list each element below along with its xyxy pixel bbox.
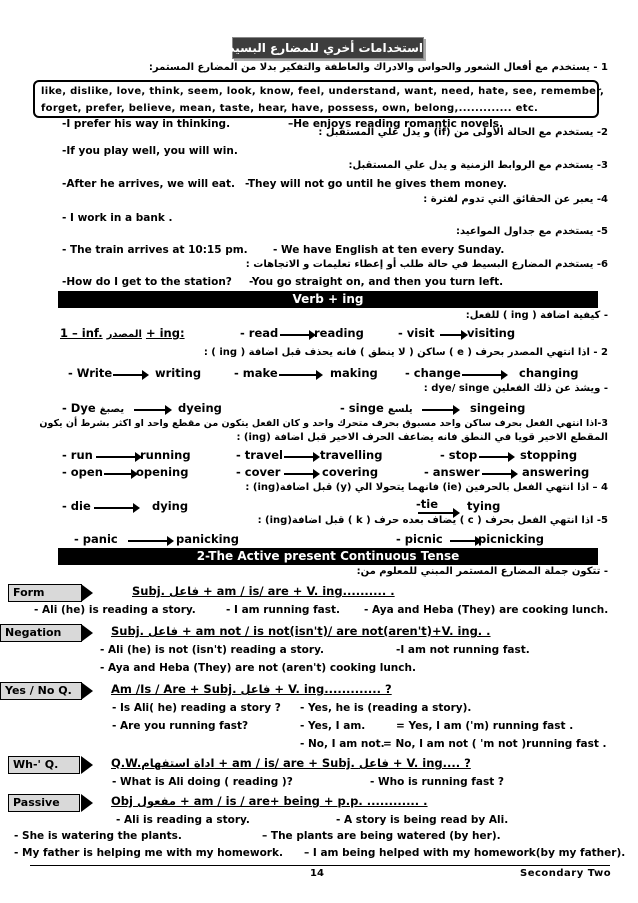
yes-no-answer-3: - No, I am not. <box>300 738 385 750</box>
pc-heading: - تتكون جملة المضارع المستمر المبني للمعلوم من: <box>356 566 608 577</box>
word-read: - read <box>240 326 279 340</box>
section-bar-verb-ing: Verb + ing <box>58 291 598 308</box>
s6-example-1: -How do I get to the station? <box>62 276 232 288</box>
negation-structure: Subj. فاعل + am not / is not(isn't)/ are not(aren't)+V. ing. . <box>111 624 491 638</box>
word-dye-ar: يصبغ <box>99 404 125 415</box>
form-structure: Subj. فاعل + am / is/ are + V. ing.......... . <box>132 584 395 598</box>
arrow <box>134 409 166 411</box>
passive-example-3: - She is watering the plants. <box>14 830 182 842</box>
arrow <box>418 512 454 514</box>
word-die: - die <box>62 499 91 513</box>
s5-heading: 5- يستخدم مع جداول المواعيد: <box>456 226 608 237</box>
wh-question-structure: Q.W.اداة استفهام + am / is/ are + Subj. فاعل + V. ing.... ? <box>111 756 471 770</box>
negation-example-2: -I am not running fast. <box>396 644 530 656</box>
verb-list-line2: forget, prefer, believe, mean, taste, hear, have, possess, own, belong,............. etc. <box>41 103 539 114</box>
word-travel: - travel <box>236 448 283 462</box>
rule5: 5- اذا انتهي الفعل بحرف ( c ) يضاف بعده حرف ( k ) قبل اضافة(ing) : <box>257 515 608 526</box>
word-run: - run <box>62 448 93 462</box>
label-arrow <box>81 756 93 774</box>
word-tie: -tie <box>416 497 439 511</box>
yes-no-answer-2b: = Yes, I am ('m) running fast . <box>396 720 574 732</box>
word-panicking: panicking <box>176 532 239 546</box>
word-dyeing: dyeing <box>178 401 222 415</box>
yes-no-answer-2: - Yes, I am. <box>300 720 366 732</box>
rule1-right: + ing: <box>145 326 185 340</box>
word-covering: covering <box>322 465 379 479</box>
s6-heading: 6- يستخدم المضارع البسيط في حالة طلب أو إعطاء تعليمات و الاتجاهات : <box>245 259 608 270</box>
word-singe-group <box>340 401 413 415</box>
arrow <box>96 456 136 458</box>
word-writing: writing <box>155 366 202 380</box>
passive-structure: Obj مفعول + am / is / are+ being + p.p. ............ . <box>111 794 428 808</box>
word-singe-ar: يلسع <box>387 404 413 415</box>
footer-rule <box>30 865 610 866</box>
word-dying: dying <box>152 499 189 513</box>
s2-heading: 2- يستخدم مع الحالة الأولى من (if) و يدل علي المستقبل : <box>318 127 608 138</box>
word-opening: opening <box>136 465 189 479</box>
passive-example-2: - A story is being read by Ali. <box>336 814 509 826</box>
form-example-3: - Aya and Heba (They) are cooking lunch. <box>364 604 609 616</box>
negation-example-1: - Ali (he) is not (isn't) reading a story. <box>100 644 324 656</box>
arrow <box>104 473 132 475</box>
form-example-1: - Ali (he) is reading a story. <box>34 604 196 616</box>
arrow <box>440 334 462 336</box>
rule1-ar: المصدر <box>106 329 142 340</box>
yes-no-structure: Am /Is / Are + Subj. فاعل + V. ing............. ? <box>111 682 392 696</box>
wh-question-example-2: - Who is running fast ? <box>370 776 504 788</box>
yes-no-question-1: - Is Ali( he) reading a story ? <box>112 702 281 714</box>
arrow <box>479 456 509 458</box>
arrow <box>113 374 143 376</box>
passive-example-4: – The plants are being watered (by her). <box>262 830 501 842</box>
wh-question-label: Wh-' Q. <box>8 756 80 774</box>
page-number: 14 <box>310 868 324 879</box>
verb-list-box <box>33 80 605 118</box>
arrow <box>128 540 168 542</box>
rule3-line2: المقطع الاخير قويا في النطق فانه يضاعف الحرف الاخير قبل اضافة (ing) : <box>236 432 608 443</box>
word-making: making <box>330 366 378 380</box>
ing-heading: - كيفية اضافة ( ing ) للفعل: <box>465 310 608 321</box>
s6-example-2: -You go straight on, and then you turn left. <box>249 276 504 288</box>
arrow <box>450 540 476 542</box>
s3-example-2: -They will not go until he gives them money. <box>245 178 507 190</box>
s3-example-1: -After he arrives, we will eat. <box>62 178 236 190</box>
word-cover: - cover <box>236 465 281 479</box>
s3-heading: 3- يستخدم مع الروابط الزمنية و يدل علي المستقبل: <box>348 160 608 171</box>
label-arrow <box>81 794 93 812</box>
word-make: - make <box>234 366 278 380</box>
rule1 <box>60 326 185 340</box>
yes-no-question-2: - Are you running fast? <box>112 720 249 732</box>
arrow <box>422 409 454 411</box>
verb-list-line1: like, dislike, love, think, seem, look, know, feel, understand, want, need, hate, see, remember, <box>41 86 605 97</box>
label-arrow <box>81 624 93 642</box>
passive-example-1: - Ali is reading a story. <box>116 814 250 826</box>
word-stop: - stop <box>440 448 478 462</box>
word-picnicking: picnicking <box>478 532 544 546</box>
label-arrow <box>81 682 93 700</box>
arrow <box>284 473 314 475</box>
arrow <box>284 456 314 458</box>
s1-example-2: –He enjoys reading romantic novels. <box>288 118 504 130</box>
word-visiting: visiting <box>467 326 516 340</box>
word-dye: - Dye <box>62 401 96 415</box>
s2-example-1: -If you play well, you will win. <box>62 145 238 157</box>
s1-example-1: -I prefer his way in thinking. <box>62 118 231 130</box>
word-change: - change <box>405 366 461 380</box>
word-tying: tying <box>467 499 501 513</box>
yes-no-answer-1: - Yes, he is (reading a story). <box>300 702 472 714</box>
passive-example-6: – I am being helped with my homework(by my father). <box>304 847 626 859</box>
rule4: 4 – اذا انتهي الفعل بالحرفين (ie) فانهما يتحولا الي (y) قبل اضافة(ing) : <box>245 482 608 493</box>
wh-question-example-1: - What is Ali doing ( reading )? <box>112 776 293 788</box>
rule1-left: 1 – inf. <box>60 326 103 340</box>
label-arrow <box>81 584 93 602</box>
yes-no-answer-3b: = No, I am not ( 'm not )running fast . <box>383 738 607 750</box>
arrow <box>482 473 512 475</box>
word-changing: changing <box>519 366 579 380</box>
page-title: استخدامات أخري للمضارع البسيط <box>232 37 424 59</box>
rule3-line1: 3-اذا انتهي الفعل بحرف ساكن واحد مسبوق بحرف متحرك واحد و كان الفعل يتكون من مقطع واحد او اكثر بشرط أن يكون <box>39 418 608 429</box>
s4-heading: 4- يعبر عن الحقائق التي تدوم لفترة : <box>423 194 608 205</box>
word-answer: - answer <box>424 465 480 479</box>
word-picnic: - picnic <box>396 532 443 546</box>
word-answering: answering <box>522 465 590 479</box>
rule2: 2 - اذا انتهي المصدر بحرف ( e ) ساكن ( لا ينطق ) فانه يحذف قبل اضافة ( ing ) : <box>203 347 608 358</box>
word-singeing: singeing <box>470 401 526 415</box>
word-running: running <box>140 448 191 462</box>
s1-heading: 1 - يستخدم مع أفعال الشعور والحواس والادراك والعاطفة والتفكير بدلا من المضارع المستمر: <box>148 62 608 73</box>
s4-example-1: - I work in a bank . <box>62 212 173 224</box>
word-travelling: travelling <box>320 448 383 462</box>
s5-example-1: - The train arrives at 10:15 pm. <box>62 244 248 256</box>
word-panic: - panic <box>74 532 118 546</box>
form-label: Form <box>8 584 82 602</box>
word-stopping: stopping <box>520 448 578 462</box>
exception: - ويشذ عن ذلك الفعلين dye/ singe : <box>423 383 608 394</box>
word-write: - Write <box>68 366 113 380</box>
arrow <box>279 374 317 376</box>
negation-label: Negation <box>0 624 82 642</box>
passive-example-5: - My father is helping me with my homework. <box>14 847 283 859</box>
word-visit: - visit <box>398 326 435 340</box>
yes-no-label: Yes / No Q. <box>0 682 82 700</box>
word-dye-group <box>62 401 124 415</box>
word-open: - open <box>62 465 103 479</box>
word-singe: - singe <box>340 401 384 415</box>
arrow <box>280 334 310 336</box>
passive-label: Passive <box>8 794 80 812</box>
section-bar-present-continuous: 2-The Active present Continuous Tense <box>58 548 598 565</box>
level-label: Secondary Two <box>520 868 612 879</box>
word-reading: reading <box>314 326 364 340</box>
negation-example-3: - Aya and Heba (They) are not (aren't) cooking lunch. <box>100 662 416 674</box>
arrow <box>462 374 502 376</box>
form-example-2: - I am running fast. <box>226 604 341 616</box>
arrow <box>94 507 134 509</box>
s5-example-2: - We have English at ten every Sunday. <box>273 244 505 256</box>
